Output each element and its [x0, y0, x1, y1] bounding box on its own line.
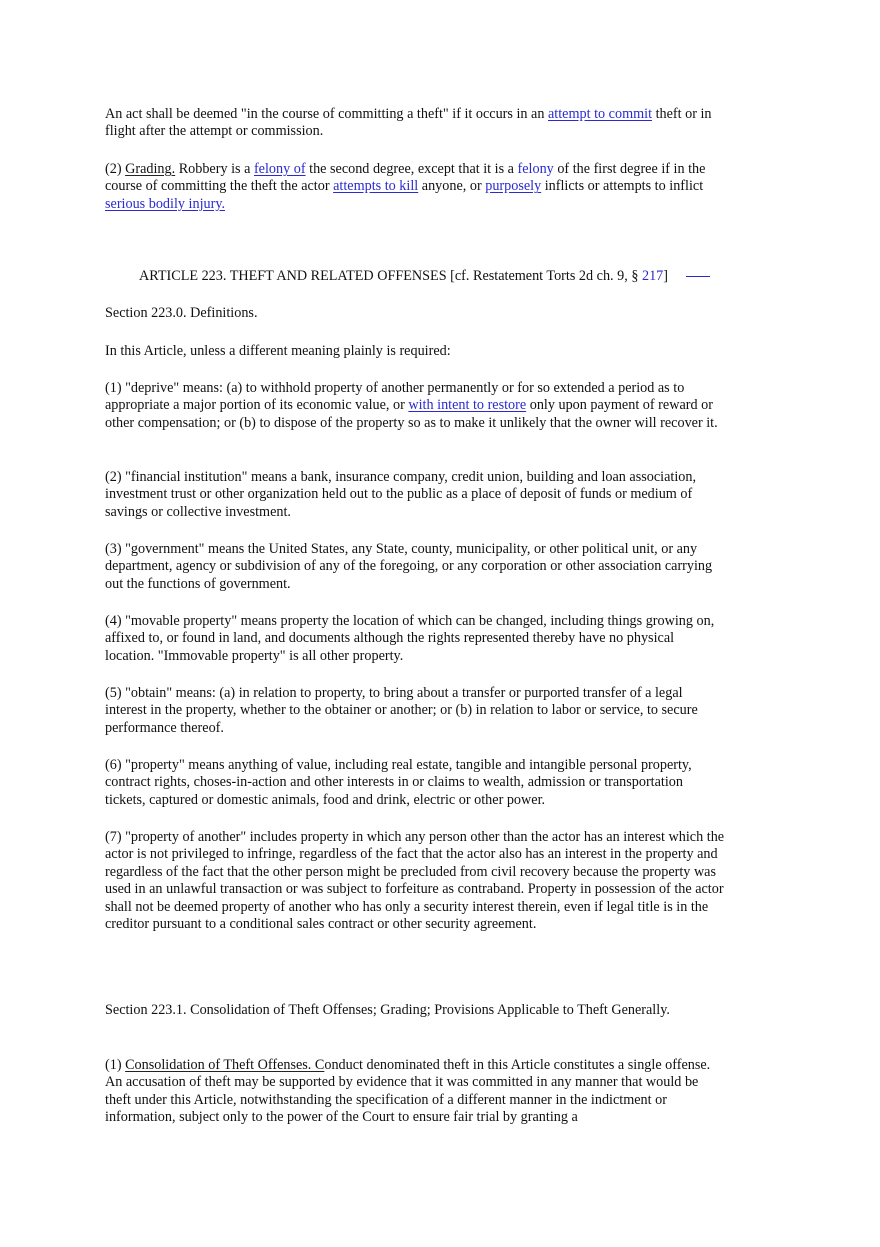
text: Robbery is a [175, 161, 254, 177]
text: (1) "deprive" means: (a) to withhold property of another permanently or for so extended a period as to appropriate a major portion of its economic value, or [105, 380, 685, 414]
text: ARTICLE 223. THEFT AND RELATED OFFENSES [cf. Restatement Torts 2d ch. 9, § [139, 268, 642, 284]
text: anyone, or [418, 178, 486, 195]
definition-property: (6) "property" means anything of value, including real estate, tangible and intangible personal property, contract rights, choses-in-action and other interests in or claims to wealth, admission or transportation tickets, captured or domestic animals, food and drink, electric or other power. [105, 757, 692, 808]
definition-movable-property: (4) "movable property" means property the location of which can be changed, including things growing on, affixed to, or found in land, and documents although the rights represented thereby have no physical location. "Immovable property" is all other property. [105, 613, 715, 664]
text: only upon payment of reward or other compensation; or (b) to dispose of the property so as to make it unlikely that the owner will recover it. [105, 397, 718, 431]
link-attempt-to-commit[interactable]: attempt to commit [548, 106, 653, 122]
link-attempts-to-kill[interactable]: attempts to kill [333, 178, 419, 195]
paragraph-intro: In this Article, unless a different meaning plainly is required: [105, 343, 451, 359]
link-serious-bodily-injury[interactable]: serious bodily injury. [105, 195, 226, 212]
article-heading [139, 268, 759, 285]
heading-grading: Grading. [125, 161, 176, 177]
link-purposely[interactable]: purposely [485, 178, 542, 195]
text: (1) [105, 1057, 126, 1073]
link-217[interactable]: 217 [641, 268, 664, 284]
text: theft or in flight after the attempt or commission. [105, 106, 712, 140]
text: onduct denominated theft in this Article constitutes a single offense. An accusation of theft may be supported by evidence that it was committed in any manner that would be theft under this Article, notwithstanding the specification of a different manner in the indictment or information, subject only to the power of the Court to ensure fair trial by granting a [105, 1057, 711, 1126]
text: inflicts or attempts to inflict [541, 178, 704, 195]
definition-deprive [105, 380, 725, 432]
link-felony[interactable]: felony [517, 161, 554, 177]
definition-government: (3) "government" means the United States, any State, county, municipality, or other political unit, or any department, agency or subdivision of any of the foregoing, or any corporation or other association carrying out the functions of government. [105, 541, 713, 592]
definition-property-of-another: (7) "property of another" includes property in which any person other than the actor has an interest which the actor is not privileged to infringe, regardless of the fact that the actor also has an interest in the property and regardless of the fact that the other person might be precluded from civil recovery because the property was used in an unlawful transaction or was subject to forfeiture as contraband. Property in possession of the actor shall not be deemed property of another who has only a security interest therein, even if legal title is in the creditor pursuant to a conditional sales contract or other security agreement. [105, 829, 725, 933]
heading-consolidation: Consolidation of Theft Offenses. C [125, 1057, 325, 1073]
section-223-1-heading: Section 223.1. Consolidation of Theft Offenses; Grading; Provisions Applicable to Theft Generally. [105, 1002, 670, 1018]
definition-financial-institution: (2) "financial institution" means a bank, insurance company, credit union, building and loan association, investment trust or other organization held out to the public as a place of deposit of funds or medium of savings or collective investment. [105, 469, 697, 520]
text: An act shall be deemed "in the course of committing a theft" if it occurs in an [105, 106, 548, 122]
paragraph-course-of-theft [105, 106, 725, 141]
text: of the first degree if in the course of committing the theft the actor [105, 161, 706, 195]
text: ] [663, 268, 668, 284]
text: the second degree, except that it is a [305, 161, 518, 177]
paragraph-consolidation [105, 1057, 725, 1127]
section-223-0-heading: Section 223.0. Definitions. [105, 305, 258, 321]
text: (2) [105, 161, 126, 177]
link-felony-of[interactable]: felony of [253, 161, 306, 177]
link-underline-decoration [686, 276, 710, 277]
link-with-intent-to-restore[interactable]: with intent to restore [408, 397, 527, 414]
definition-obtain: (5) "obtain" means: (a) in relation to property, to bring about a transfer or purported transfer of a legal interest in the property, whether to the obtainer or another; or (b) in relation to labor or service, to secure performance thereof. [105, 685, 698, 736]
paragraph-grading [105, 161, 725, 213]
